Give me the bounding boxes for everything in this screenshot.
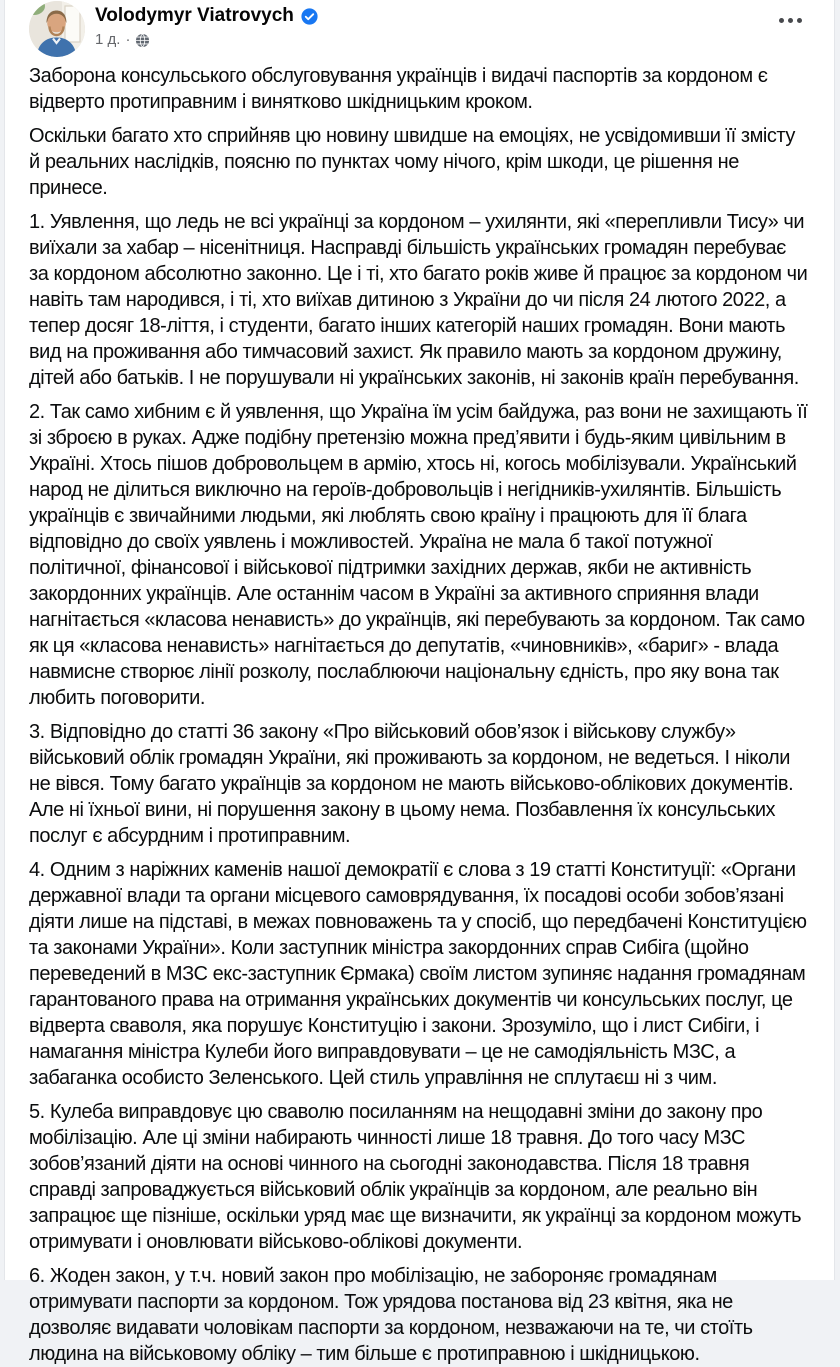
header-info [95, 1, 318, 50]
author-name-row [95, 4, 318, 28]
post-paragraph: 3. Відповідно до статті 36 закону «Про військовий обов’язок і військову службу» військовий облік громадян України, які проживають за кордоном, не ведеться. І ніколи не вівся. Тому багато українців за кордоном не мають військово-облікових документів. Але ні їхньої вини, ні порушення закону в цьому нема. Позбавлення їх консульських послуг є абсурдним і протиправним. [29, 721, 794, 847]
post-paragraph: 2. Так само хибним є й уявлення, що Україна їм усім байдужа, раз вони не захищають її зі зброєю в руках. Адже подібну претензію можна пред’явити і будь-яким цивільним в Україні. Хтось пішов добровольцем в армію, хтось ні, когось мобілізували. Український народ не ділиться виключно на героїв-добровольців і негідників-ухилянтів. Більшість українців є звичайними людьми, які люблять свою країну і працюють для її блага відповідно до своїх уявлень і можливостей. Україна не мала б такої потужної політичної, фінансової і військової підтримки західних держав, якби не активність закордонних українців. Але останнім часом в Україні за активного сприяння влади нагнітається «класова ненависть» до українців, які перебувають за кордоном. Так само як ця «класова ненависть» нагнітається до депутатів, «чиновників», «бариг» - влада навмисне створює лінії розколу, послаблюючи національну єдність, про яку вона так любить поговорити. [29, 401, 808, 709]
meta-separator: · [125, 31, 131, 48]
verified-badge-icon [301, 8, 318, 25]
avatar-photo [29, 1, 85, 57]
ellipsis-icon [779, 18, 784, 23]
post-paragraph: 6. Жоден закон, у т.ч. новий закон про мобілізацію, не забороняє громадянам отримувати паспорти за кордоном. Тож урядова постанова від 23 квітня, яка не дозволяє видавати чоловікам паспорти за кордоном, незважаючи на те, чи стоїть людина на військовому обліку – тим більше є протиправною і шкідницькою. [29, 1265, 753, 1365]
post-header [5, 0, 834, 57]
post-menu-button[interactable] [771, 10, 810, 31]
profile-avatar[interactable] [29, 1, 85, 57]
ellipsis-icon [788, 18, 793, 23]
author-name[interactable]: Volodymyr Viatrovych [95, 5, 294, 26]
post-card [4, 0, 835, 1365]
post-timestamp[interactable]: 1 д. [95, 31, 121, 48]
post-meta [95, 30, 318, 50]
audience-globe-icon [135, 33, 150, 48]
post-content [5, 57, 834, 1367]
post-paragraph: 5. Кулеба виправдовує цю сваволю посиланням на нещодавні зміни до закону про мобілізацію. Але ці зміни набирають чинності лише 18 травня. До того часу МЗС зобов’язаний діяти на основі чинного на сьогодні законодавства. Після 18 травня справді запроваджується військовий облік українців за кордоном, але реально він запрацює ще пізніше, оскільки уряд має ще визначити, як українці за кордоном можуть отримувати і оновлювати військово-облікові документи. [29, 1101, 802, 1253]
post-paragraph: 1. Уявлення, що ледь не всі українці за кордоном – ухилянти, які «перепливли Тису» чи виїхали за хабар – нісенітниця. Насправді більшість українських громадян перебуває за кордоном абсолютно законно. Це і ті, хто багато років живе й працює за кордоном чи навіть там народився, і ті, хто виїхав дитиною з України до чи після 24 лютого 2022, а тепер досяг 18-ліття, і студенти, багато інших категорій наших громадян. Вони мають вид на проживання або тимчасовий захист. Як правило мають за кордоном дружину, дітей або батьків. І не порушували ні українських законів, ні законів країн перебування. [29, 211, 808, 389]
post-paragraph: 4. Одним з наріжних каменів нашої демократії є слова з 19 статті Конституції: «Органи державної влади та органи місцевого самоврядування, їх посадові особи зобов’язані діяти лише на підставі, в межах повноважень та у спосіб, що передбачені Конституцією та законами України». Коли заступник міністра закордонних справ Сибіга (щойно переведений в МЗС екс-заступник Єрмака) своїм листом зупиняє надання громадянам гарантованого права на отримання українських документів чи консульських послуг, це відверта сваволя, яка порушує Конституцію і закони. Зрозуміло, що і лист Сибіги, і намагання міністра Кулеби його виправдовувати – це не самодіяльність МЗС, а забаганка особисто Зеленського. Цей стиль управління не сплутаєш ні з чим. [29, 859, 807, 1089]
post-paragraph: Заборона консульського обслуговування українців і видачі паспортів за кордоном є відверто протиправним і винятково шкідницьким кроком. [29, 65, 768, 113]
post-paragraph: Оскільки багато хто сприйняв цю новину швидше на емоціях, не усвідомивши її змісту й реальних наслідків, поясню по пунктах чому нічого, крім шкоди, це рішення не принесе. [29, 125, 795, 199]
ellipsis-icon [797, 18, 802, 23]
